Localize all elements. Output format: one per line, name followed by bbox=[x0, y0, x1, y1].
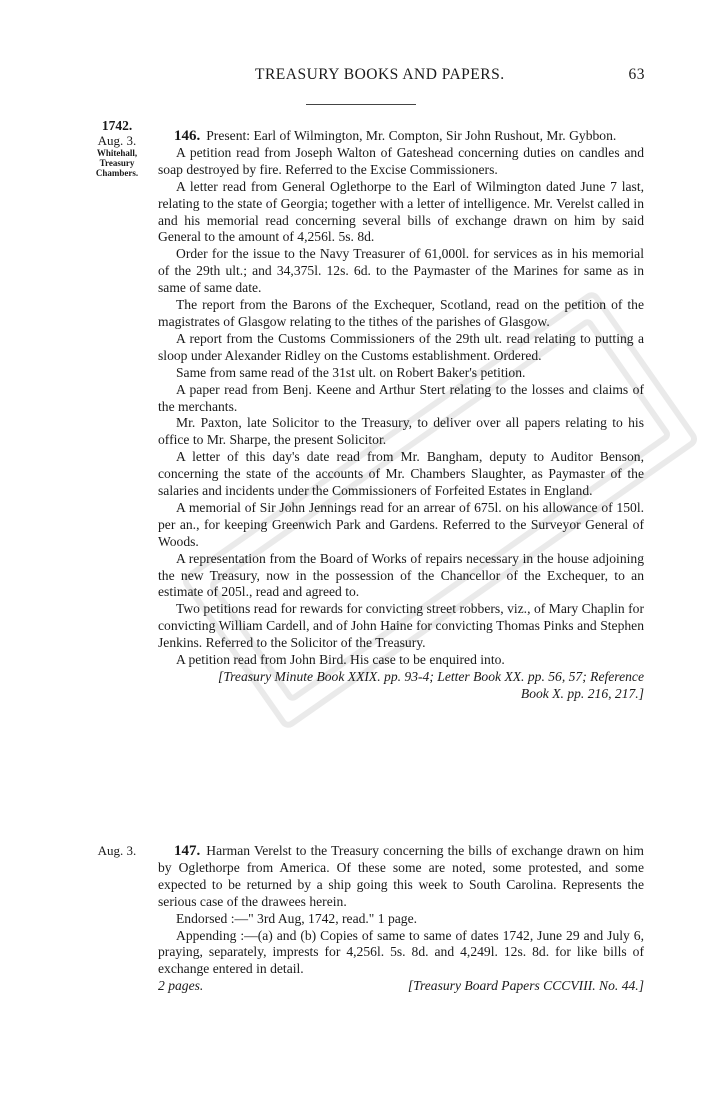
entry-147-body bbox=[158, 843, 644, 995]
entry-147-footer bbox=[158, 978, 644, 995]
margin-place-3: Chambers. bbox=[95, 168, 139, 178]
paragraph: Same from same read of the 31st ult. on Robert Baker's petition. bbox=[176, 364, 526, 380]
paragraph: A representation from the Board of Works of repairs necessary in the house adjoining the new Treasury, now in the possession of the Chancellor of the Exchequer, to an estimate of 205l., read and agreed to. bbox=[158, 550, 644, 600]
margin-place-2: Treasury bbox=[99, 158, 135, 168]
paragraph: Mr. Paxton, late Solicitor to the Treasury, to deliver over all papers relating to his office to Mr. Sharpe, the present Solicitor. bbox=[158, 415, 644, 448]
entry-text: Harman Verelst to the Treasury concerning the bills of exchange drawn on him by Oglethorpe from America. Of these some are noted, some protested, and some expected to be returned by a ship going this week to South Carolina. Represents the serious case of the drawees herein. bbox=[158, 843, 644, 909]
entry-147-text bbox=[158, 843, 644, 911]
reference-note: [Treasury Board Papers CCCVIII. No. 44.] bbox=[407, 978, 644, 994]
entry-146-body bbox=[158, 128, 644, 703]
paragraph: A memorial of Sir John Jennings read for an arrear of 675l. on his allowance of 150l. per an., for keeping Greenwich Park and Gardens. Referred to the Surveyor General of Woods. bbox=[158, 499, 644, 549]
paragraph: A letter read from General Oglethorpe to the Earl of Wilmington dated June 7 last, relating to the state of Georgia; together with a letter of intelligence. Mr. Verelst called in and his memorial read concerning several bills of exchange drawn on him by said General to the amount of 4,256l. 5s. 8d. bbox=[158, 178, 644, 245]
entry-number: 146. bbox=[174, 128, 201, 144]
margin-date: Aug. 3. bbox=[97, 843, 137, 858]
entry-146-present bbox=[158, 128, 644, 145]
paragraph: A petition read from Joseph Walton of Gateshead concerning duties on candles and soap destroyed by fire. Referred to the Excise Commissioners. bbox=[158, 144, 644, 177]
present-line: Present: Earl of Wilmington, Mr. Compton, Sir John Rushout, Mr. Gybbon. bbox=[206, 128, 617, 143]
paragraph: The report from the Barons of the Exchequer, Scotland, read on the petition of the magistrates of Glasgow relating to the tithes of the parishes of Glasgow. bbox=[158, 297, 644, 329]
reference-note: [Treasury Minute Book XXIX. pp. 93-4; Letter Book XX. pp. 56, 57; Reference Book X. pp. 216, 217.] bbox=[218, 669, 644, 701]
entry-number: 147. bbox=[174, 843, 201, 859]
paragraph: Order for the issue to the Navy Treasurer of 61,000l. for services as in his memorial of the 29th ult.; and 34,375l. 12s. 6d. to the Paymaster of the Marines for same as in same of same date. bbox=[158, 246, 644, 296]
margin-year: 1742. bbox=[101, 118, 133, 133]
paragraph: A paper read from Benj. Keene and Arthur Stert relating to the losses and claims of the merchants. bbox=[158, 381, 644, 414]
paragraph: A report from the Customs Commissioners of the 29th ult. read relating to putting a sloop under Alexander Ridley on the Customs establishment. Ordered. bbox=[158, 330, 644, 363]
page-number: 63 bbox=[628, 66, 645, 83]
entry-147-margin bbox=[76, 843, 158, 858]
entry-146-margin bbox=[76, 118, 158, 178]
appending-line: Appending :—(a) and (b) Copies of same to same of dates 1742, June 29 and July 6, praying, separately, imprests for 4,256l. 5s. 8d. and 4,249l. 12s. 8d. for like bills of exchange entered in detail. bbox=[158, 927, 644, 977]
margin-place-1: Whitehall, bbox=[96, 148, 138, 158]
margin-date: Aug. 3. bbox=[97, 133, 137, 148]
header-title: TREASURY BOOKS AND PAPERS. bbox=[255, 66, 505, 83]
paragraph: Two petitions read for rewards for convicting street robbers, viz., of Mary Chaplin for convicting William Cardell, and of John Haine for convicting Thomas Pinks and Stephen Jenkins. Referred to the Solicitor of the Treasury. bbox=[158, 601, 644, 651]
endorsed-line: Endorsed :—" 3rd Aug, 1742, read." 1 page. bbox=[176, 910, 418, 926]
paragraph: A letter of this day's date read from Mr. Bangham, deputy to Auditor Benson, concerning the state of the accounts of Mr. Chambers Slaughter, as Paymaster of the salaries and incidents under the Commissioners of Forfeited Estates in England. bbox=[158, 449, 644, 499]
header-rule bbox=[306, 104, 416, 105]
paragraph: A petition read from John Bird. His case to be enquired into. bbox=[176, 652, 505, 668]
page-count: 2 pages. bbox=[158, 978, 204, 994]
